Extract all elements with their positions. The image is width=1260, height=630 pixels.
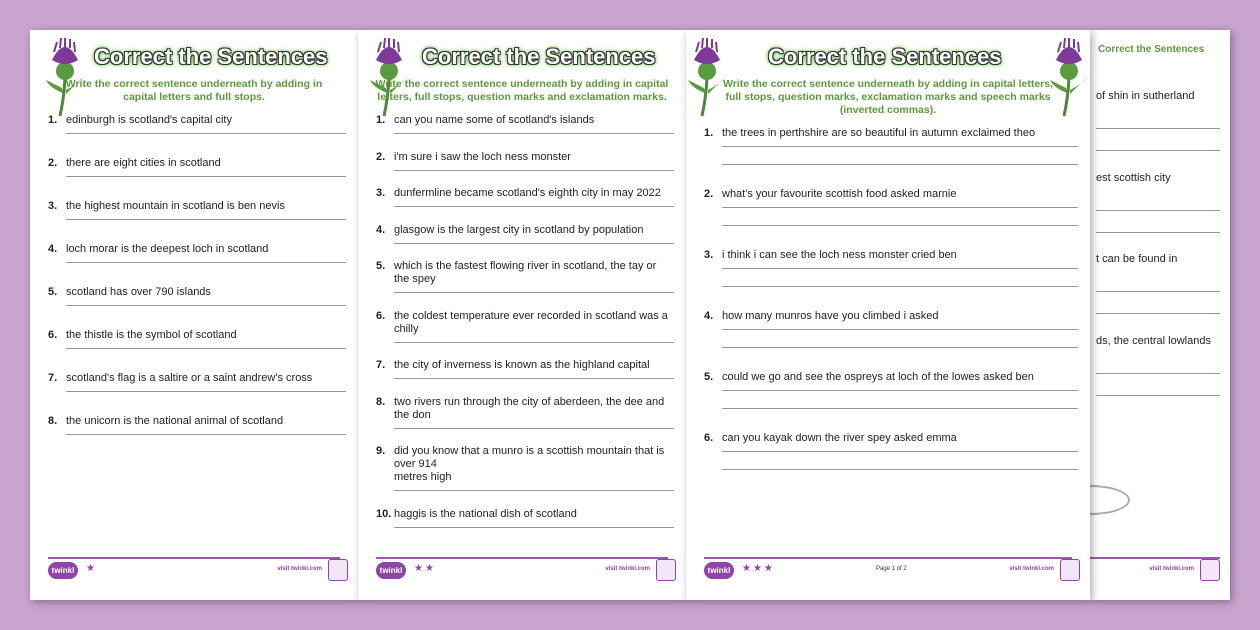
answer-line [1096,210,1220,211]
question-number: 2. [704,188,714,200]
question-text: what's your favourite scottish food asked marnie [722,188,957,200]
instructions-line: Write the correct sentence underneath by adding in capital letters, [722,78,1054,90]
question-item [376,359,674,372]
question-number: 7. [376,359,386,371]
answer-line [394,292,674,293]
question-text: could we go and see the ospreys at loch of the lowes asked ben [722,371,1034,383]
answer-line [394,378,674,379]
question-number: 5. [704,371,714,383]
question-text: the coldest temperature ever recorded in scotland was a chilly [394,309,668,335]
footer-divider [704,557,1072,559]
answer-line [722,451,1078,452]
question-number: 1. [376,114,386,126]
question-item [376,396,674,422]
answer-line [66,133,346,134]
answer-line [1096,232,1220,233]
question-text: the unicorn is the national animal of scotland [66,415,284,427]
answer-line [394,170,674,171]
quality-badge-icon [1060,559,1080,581]
answer-line [1096,128,1220,129]
instructions-line: letters, full stops, question marks and exclamation marks. [377,91,667,103]
question-item [48,329,346,342]
question-number: 4. [704,310,714,322]
answer-line [722,469,1078,470]
answer-line [66,176,346,177]
question-text: glasgow is the largest city in scotland by population [394,223,644,236]
question-text: dunfermline became scotland's eighth city in may 2022 [394,187,661,199]
question-item [48,372,346,385]
haggis-plate-image [1090,485,1130,515]
question-item [376,310,674,336]
question-text-fragment: of shin in sutherland [1096,90,1195,102]
answer-line [394,428,674,429]
footer-divider [376,557,668,559]
answer-line [1096,395,1220,396]
quality-badge-icon [328,559,348,581]
question-number: 10. [376,507,392,520]
answer-line [394,342,674,343]
answer-line [66,219,346,220]
question-number: 4. [376,223,386,236]
instructions-line: Write the correct sentence underneath by adding in [65,78,323,90]
question-item [48,243,346,256]
visit-link: visit twinkl.com [1149,566,1194,572]
question-number: 3. [704,249,714,261]
answer-line [394,527,674,528]
answer-line [722,268,1078,269]
instructions-line: Write the correct sentence underneath by adding in capital [375,78,669,90]
question-number: 5. [376,260,386,272]
question-text: edinburgh is scotland's capital city [66,114,232,126]
question-text: can you kayak down the river spey asked emma [722,432,957,444]
instructions [696,78,1080,117]
question-text: there are eight cities in scotland [66,157,221,169]
question-number: 8. [48,415,58,427]
question-text-fragment: t can be found in [1096,253,1178,265]
question-text: the city of inverness is known as the highland capital [394,359,650,371]
question-text: the highest mountain in scotland is ben nevis [66,200,285,212]
instructions-line: capital letters and full stops. [123,91,265,103]
answer-line [1096,313,1220,314]
question-number: 6. [376,309,386,322]
answer-line [66,305,346,306]
difficulty-stars: ★★★ [742,563,775,574]
worksheet-header: Correct the Sentences [1098,44,1205,55]
answer-line [66,262,346,263]
difficulty-stars: ★★ [414,563,436,574]
answer-line [722,207,1078,208]
question-item [704,188,1078,201]
question-text-fragment: est scottish city [1096,172,1171,184]
question-number: 9. [376,445,386,457]
worksheet-title: Correct the Sentences [422,44,656,69]
page-number: Page 1 of 2 [876,566,907,572]
answer-line [1096,150,1220,151]
quality-badge-icon [1200,559,1220,581]
question-item [48,286,346,299]
instructions-line: (inverted commas). [839,104,937,116]
visit-link: visit twinkl.com [277,566,322,572]
question-item [704,371,1078,384]
question-number: 3. [376,187,386,199]
footer-divider [48,557,340,559]
question-number: 6. [704,432,714,444]
answer-line [394,133,674,134]
answer-line [722,408,1078,409]
question-item [376,260,674,286]
question-item [704,432,1078,445]
twinkl-logo: twinkl [704,562,734,579]
answer-line [722,225,1078,226]
twinkl-logo: twinkl [48,562,78,579]
answer-line [722,146,1078,147]
answer-line [722,164,1078,165]
worksheet-page-4 [1090,30,1230,600]
question-text-fragment: ds, the central lowlands [1096,335,1211,347]
question-item [48,200,346,213]
worksheet-page-3 [686,30,1090,600]
question-item [48,114,346,127]
answer-line [394,206,674,207]
visit-link: visit twinkl.com [1009,566,1054,572]
question-number: 7. [48,372,58,384]
question-number: 4. [48,243,58,255]
question-text: can you name some of scotland's islands [394,114,595,126]
question-text: the trees in perthshire are so beautiful in autumn exclaimed theo [722,127,1036,139]
question-text: did you know that a munro is a scottish mountain that is over 914 metres high [394,445,665,483]
question-item [376,187,674,200]
question-number: 3. [48,200,58,212]
answer-line [722,347,1078,348]
question-text: haggis is the national dish of scotland [394,507,577,520]
question-item [704,310,1078,323]
answer-line [66,391,346,392]
answer-line [722,329,1078,330]
answer-line [722,390,1078,391]
answer-line [722,286,1078,287]
question-text: scotland's flag is a saltire or a saint andrew's cross [66,372,313,384]
question-number: 6. [48,329,58,341]
question-item [704,127,1078,140]
question-item [704,249,1078,262]
answer-line [66,348,346,349]
quality-badge-icon [656,559,676,581]
question-text: the thistle is the symbol of scotland [66,329,237,341]
question-number: 1. [704,127,714,139]
question-item [376,508,674,521]
question-text: i'm sure i saw the loch ness monster [394,150,571,163]
question-item [376,114,674,127]
question-item [376,445,674,484]
question-text: which is the fastest flowing river in scotland, the tay or the spey [394,260,657,285]
answer-line [1096,291,1220,292]
answer-line [66,434,346,435]
instructions [40,78,348,104]
instructions-line: full stops, question marks, exclamation marks and speech marks [725,91,1051,103]
difficulty-stars: ★ [86,563,97,574]
question-text: i think i can see the loch ness monster cried ben [722,249,957,261]
question-number: 5. [48,286,58,298]
question-item [376,151,674,164]
answer-line [1096,373,1220,374]
question-number: 2. [48,157,58,169]
worksheet-page-1 [30,30,358,600]
question-item [48,157,346,170]
question-item [376,224,674,237]
answer-line [394,490,674,491]
question-item [48,415,346,428]
question-text: scotland has over 790 islands [66,286,211,298]
visit-link: visit twinkl.com [605,566,650,572]
question-number: 8. [376,395,386,408]
answer-line [394,243,674,244]
question-number: 2. [376,150,386,163]
twinkl-logo: twinkl [376,562,406,579]
instructions [368,78,676,104]
worksheet-title: Correct the Sentences [94,44,328,69]
worksheet-page-2 [358,30,686,600]
worksheet-title: Correct the Sentences [768,44,1002,69]
question-text: how many munros have you climbed i asked [722,310,939,322]
question-number: 1. [48,114,58,126]
question-text: loch morar is the deepest loch in scotland [66,243,269,255]
question-text: two rivers run through the city of aberdeen, the dee and the don [394,395,665,421]
